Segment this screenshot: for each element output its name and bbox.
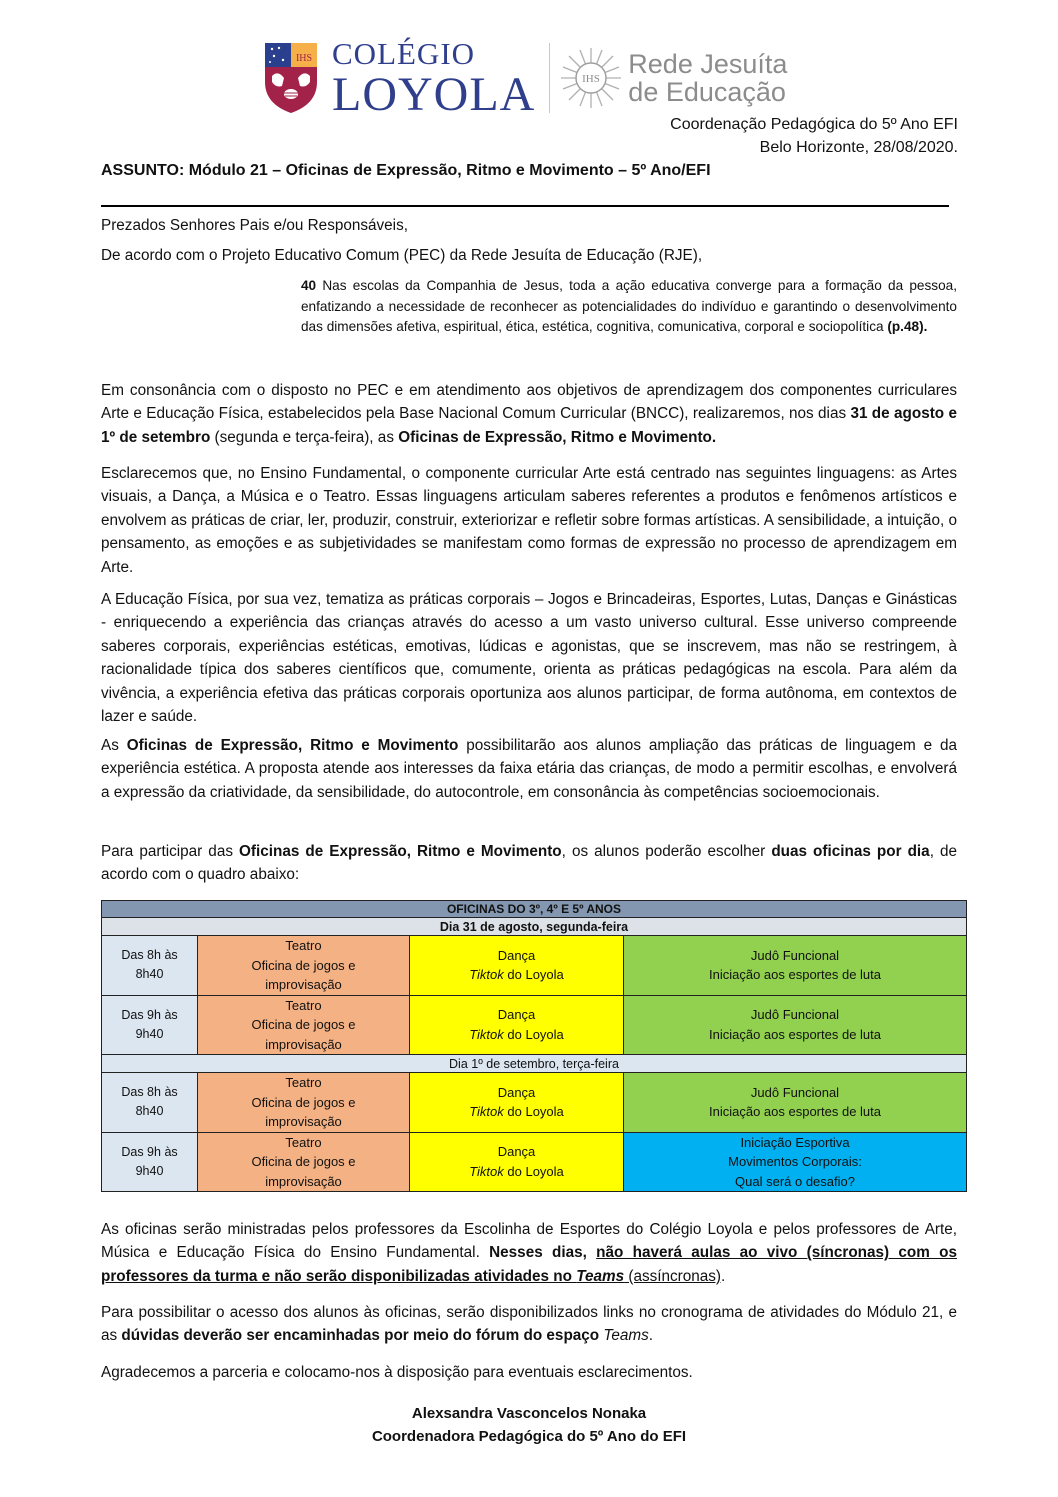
table-row: [102, 936, 967, 996]
paragraph-oficinas: As Oficinas de Expressão, Ritmo e Movimento possibilitarão aos alunos ampliação das práticas de linguagem e da experiência estética. A proposta atende aos interesses da faixa etária das crianças, de modo a permitir escolhas, e envolverá a expressão da criatividade, da sensibilidade, do autocontrole, em consonância às competências socioemocionais.: [101, 737, 957, 801]
paragraph-pec: Em consonância com o disposto no PEC e em atendimento aos objetivos de aprendizagem dos componentes curriculares Arte e Educação Física, estabelecidos pela Base Nacional Comum Curricular (BNCC), realizaremos, nos dias 31 de agosto e 1º de setembro (segunda e terça-feira), as Oficinas de Expressão, Ritmo e Movimento.: [101, 382, 957, 446]
logo-divider: [549, 43, 550, 113]
quote-number: 40: [301, 278, 317, 293]
paragraph-teachers: As oficinas serão ministradas pelos professores da Escolinha de Esportes do Colégio Loyola e pelos professores de Arte, Música e Educação Física do Ensino Fundamental. Nesses dias, não haverá aulas ao vivo (síncronas) com os professores da turma e não serão disponibilizadas atividades no Teams (assíncronas).: [101, 1221, 957, 1285]
day-header-row: [102, 1055, 967, 1073]
teatro-cell: Teatro Oficina de jogos e improvisação: [198, 1132, 410, 1192]
paragraph-educacao-fisica: A Educação Física, por sua vez, tematiza as práticas corporais – Jogos e Brincadeiras, Esportes, Lutas, Danças e Ginásticas - enriquecendo a experiência das crianças através do acesso a um vasto universo cultural. Esse universo compreende saberes corporais, experiências estéticas, emotivas, lúdicas e agonistas, que se inscrevem, mas não se restringem, à racionalidade típica dos saberes científicos que, comumente, orienta as práticas pedagógicas na escola. Para além da vivência, a experiência efetiva das práticas corporais oportuniza aos alunos participar, de forma autônoma, em contextos de lazer e saúde.: [101, 591, 957, 726]
table-title: OFICINAS DO 3º, 4º E 5º ANOS: [102, 901, 967, 918]
danca-cell: Dança Tiktok do Loyola: [410, 1073, 624, 1133]
day-label: Dia 1º de setembro, terça-feira: [102, 1055, 967, 1073]
day-header-row: [102, 918, 967, 936]
table-title-row: [102, 901, 967, 918]
horizontal-rule: [101, 205, 949, 207]
danca-cell: Dança Tiktok do Loyola: [410, 936, 624, 996]
network-name-logo: Rede Jesuíta de Educação: [628, 49, 788, 107]
table-row: [102, 995, 967, 1055]
svg-text:IHS: IHS: [295, 53, 313, 64]
pec-quote: [301, 276, 957, 338]
teatro-cell: Teatro Oficina de jogos e improvisação: [198, 936, 410, 996]
quote-text: Nas escolas da Companhia de Jesus, toda a ação educativa converge para a formação da pessoa, enfatizando a necessidade de reconhecer as potencialidades do indivíduo e garantindo o desenvolvimento das dimensões afetiva, espiritual, ética, estética, cognitiva, comunicativa, corporal e sociopolítica: [301, 278, 957, 334]
paragraph-arte: Esclarecemos que, no Ensino Fundamental, o componente curricular Arte está centrado nas seguintes linguagens: as Artes visuais, a Dança, a Música e o Teatro. Essas linguagens articulam saberes referentes a produtos e fenômenos artísticos e envolvem as práticas de criar, ler, produzir, construir, exteriorizar e refletir sobre formas artísticas. A sensibilidade, a intuição, o pensamento, as emoções e as subjetividades se manifestam como formas de expressão no processo de aprendizagem em Arte.: [101, 465, 957, 576]
table-row: [102, 1073, 967, 1133]
closing-paragraph: Agradecemos a parceria e colocamo-nos à disposição para eventuais esclarecimentos.: [101, 1364, 693, 1381]
table-row: [102, 1132, 967, 1192]
judo-cell: Judô Funcional Iniciação aos esportes de luta: [624, 936, 967, 996]
paragraph-participation: Para participar das Oficinas de Expressão, Ritmo e Movimento, os alunos poderão escolher duas oficinas por dia, de acordo com o quadro abaixo:: [101, 843, 958, 884]
signature-name: Alexsandra Vasconcelos Nonaka: [411, 1405, 647, 1422]
judo-cell: Judô Funcional Iniciação aos esportes de luta: [624, 995, 967, 1055]
time-cell: Das 8h às 8h40: [102, 936, 198, 996]
intro-paragraph: De acordo com o Projeto Educativo Comum (PEC) da Rede Jesuíta de Educação (RJE),: [101, 247, 703, 264]
paragraph-links: Para possibilitar o acesso dos alunos às oficinas, serão disponibilizados links no cronograma de atividades do Módulo 21, e as dúvidas deverão ser encaminhadas por meio do fórum do espaço Teams.: [101, 1304, 957, 1345]
time-cell: Das 9h às 9h40: [102, 995, 198, 1055]
time-cell: Das 8h às 8h40: [102, 1073, 198, 1133]
place-date: Belo Horizonte, 28/08/2020.: [759, 139, 958, 156]
school-name-logo: COLÉGIO LOYOLA: [332, 35, 536, 121]
header-logos: [264, 35, 788, 121]
school-shield-icon: [264, 42, 318, 114]
time-cell: Das 9h às 9h40: [102, 1132, 198, 1192]
jesuit-seal-icon: [560, 47, 622, 109]
quote-reference: (p.48).: [887, 319, 928, 334]
danca-cell: Dança Tiktok do Loyola: [410, 995, 624, 1055]
judo-cell: Judô Funcional Iniciação aos esportes de luta: [624, 1073, 967, 1133]
coordination-heading: Coordenação Pedagógica do 5º Ano EFI: [670, 116, 958, 133]
svg-text:IHS: IHS: [582, 73, 601, 85]
iniciacao-esportiva-cell: Iniciação Esportiva Movimentos Corporais: Qual será o desafio?: [624, 1132, 967, 1192]
teatro-cell: Teatro Oficina de jogos e improvisação: [198, 995, 410, 1055]
day-label: Dia 31 de agosto, segunda-feira: [102, 918, 967, 936]
signature-role: Coordenadora Pedagógica do 5º Ano do EFI: [371, 1428, 687, 1445]
workshop-schedule-table: [101, 900, 967, 1192]
salutation: Prezados Senhores Pais e/ou Responsáveis,: [101, 217, 408, 234]
subject-line: ASSUNTO: Módulo 21 – Oficinas de Expressão, Ritmo e Movimento – 5º Ano/EFI: [101, 162, 711, 179]
danca-cell: Dança Tiktok do Loyola: [410, 1132, 624, 1192]
teatro-cell: Teatro Oficina de jogos e improvisação: [198, 1073, 410, 1133]
